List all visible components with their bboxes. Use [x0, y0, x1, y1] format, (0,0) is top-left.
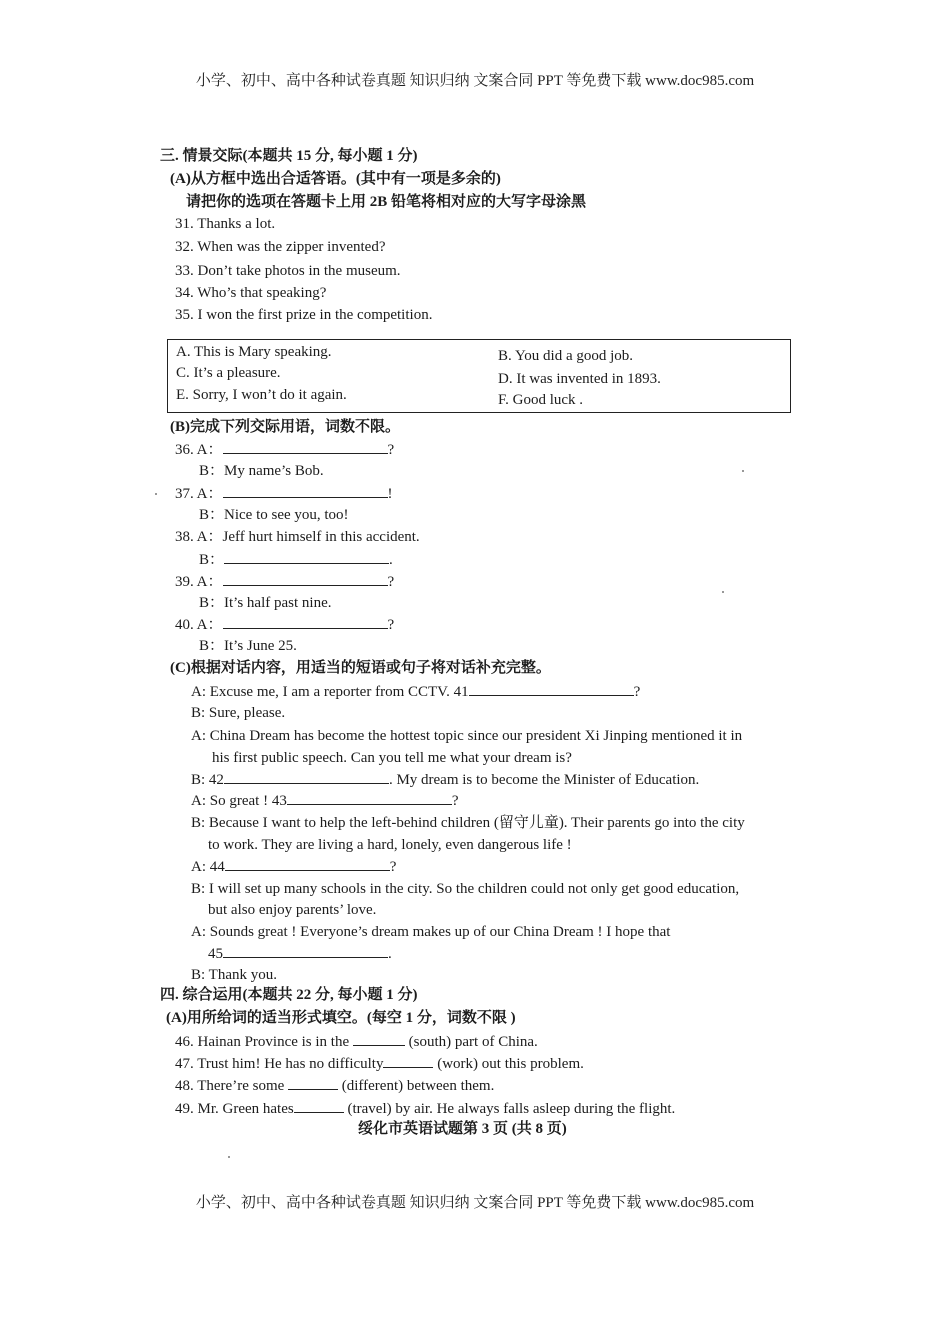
question-39-a: 39. A： ?: [175, 574, 395, 590]
dialogue-line-42: B: 42 . My dream is to become the Minister of Education.: [191, 772, 700, 788]
dialogue-line: B: Sure, please.: [191, 705, 286, 721]
question-36-b: B：My name’s Bob.: [199, 463, 324, 479]
question-48: 48. There’re some (different) between them.: [175, 1078, 495, 1094]
answer-blank-38[interactable]: [224, 550, 389, 564]
question-33: 33. Don’t take photos in the museum.: [175, 263, 401, 279]
answer-blank-49[interactable]: [294, 1099, 344, 1113]
option-b: B. You did a good job.: [498, 348, 634, 364]
answer-blank-48[interactable]: [288, 1076, 338, 1090]
answer-blank-47[interactable]: [383, 1054, 433, 1068]
question-47: 47. Trust him! He has no difficulty (work) out this problem.: [175, 1056, 584, 1072]
question-35: 35. I won the first prize in the competition.: [175, 307, 433, 323]
part-a-instruction: (A)从方框中选出合适答语。(其中有一项是多余的): [170, 171, 501, 187]
answer-blank-45[interactable]: [223, 944, 388, 958]
question-32: 32. When was the zipper invented?: [175, 239, 386, 255]
question-34: 34. Who’s that speaking?: [175, 285, 327, 301]
option-f: F. Good luck .: [498, 392, 584, 408]
dialogue-line: to work. They are living a hard, lonely, even dangerous life !: [208, 837, 572, 853]
scan-speck: [228, 1156, 230, 1158]
part-a-instruction-2: 请把你的选项在答题卡上用 2B 铅笔将相对应的大写字母涂黑: [186, 194, 587, 210]
dialogue-line: his first public speech. Can you tell me what your dream is?: [212, 750, 572, 766]
dialogue-line-43: A: So great ! 43 ?: [191, 793, 459, 809]
answer-blank-37[interactable]: [223, 484, 388, 498]
question-38-b: B： .: [199, 552, 393, 568]
scan-speck: [155, 493, 157, 495]
dialogue-line-41: A: Excuse me, I am a reporter from CCTV. 41 ?: [191, 684, 641, 700]
dialogue-line: B: I will set up many schools in the city. So the children could not only get good education,: [191, 881, 740, 897]
page-number: 绥化市英语试题第 3 页 (共 8 页): [358, 1121, 567, 1137]
question-49: 49. Mr. Green hates (travel) by air. He always falls asleep during the flight.: [175, 1101, 676, 1117]
question-40-a: 40. A： ?: [175, 617, 395, 633]
option-d: D. It was invented in 1893.: [498, 371, 661, 387]
part-b-title: (B)完成下列交际用语，词数不限。: [170, 419, 400, 435]
dialogue-line-45: 45 .: [208, 946, 392, 962]
question-37-b: B：Nice to see you, too!: [199, 507, 349, 523]
question-31: 31. Thanks a lot.: [175, 216, 276, 232]
answer-blank-41[interactable]: [469, 682, 634, 696]
dialogue-line: but also enjoy parents’ love.: [208, 902, 377, 918]
question-39-b: B：It’s half past nine.: [199, 595, 332, 611]
answer-blank-46[interactable]: [353, 1032, 405, 1046]
scan-speck: [742, 470, 744, 472]
part-c-title: (C)根据对话内容，用适当的短语或句子将对话补充完整。: [170, 660, 551, 676]
dialogue-line: A: Sounds great ! Everyone’s dream makes up of our China Dream ! I hope that: [191, 924, 671, 940]
option-e: E. Sorry, I won’t do it again.: [176, 387, 347, 403]
site-header: 小学、初中、高中各种试卷真题 知识归纳 文案合同 PPT 等免费下载 www.doc985.com: [195, 73, 755, 89]
answer-blank-39[interactable]: [223, 572, 388, 586]
section3-title: 三. 情景交际(本题共 15 分, 每小题 1 分): [160, 148, 418, 164]
answer-blank-40[interactable]: [223, 615, 388, 629]
dialogue-line-44: A: 44 ?: [191, 859, 397, 875]
answer-blank-36[interactable]: [223, 440, 388, 454]
question-46: 46. Hainan Province is in the (south) part of China.: [175, 1034, 538, 1050]
dialogue-line: B: Thank you.: [191, 967, 277, 983]
option-c: C. It’s a pleasure.: [176, 365, 281, 381]
question-37-a: 37. A： !: [175, 486, 393, 502]
options-box: [167, 339, 791, 413]
scan-speck: [722, 591, 724, 593]
option-a: A. This is Mary speaking.: [176, 344, 332, 360]
site-footer: 小学、初中、高中各种试卷真题 知识归纳 文案合同 PPT 等免费下载 www.doc985.com: [195, 1195, 755, 1211]
answer-blank-44[interactable]: [225, 857, 390, 871]
section4-title: 四. 综合运用(本题共 22 分, 每小题 1 分): [160, 987, 418, 1003]
answer-blank-43[interactable]: [287, 791, 452, 805]
dialogue-line: B: Because I want to help the left-behind children (留守儿童). Their parents go into the city: [191, 815, 745, 831]
section4-part-a-title: (A)用所给词的适当形式填空。(每空 1 分，词数不限 ): [166, 1010, 516, 1026]
question-38-a: 38. A：Jeff hurt himself in this accident.: [175, 529, 420, 545]
question-40-b: B：It’s June 25.: [199, 638, 297, 654]
question-36-a: 36. A： ?: [175, 442, 395, 458]
answer-blank-42[interactable]: [224, 770, 389, 784]
dialogue-line: A: China Dream has become the hottest topic since our president Xi Jinping mentioned it in: [191, 728, 743, 744]
